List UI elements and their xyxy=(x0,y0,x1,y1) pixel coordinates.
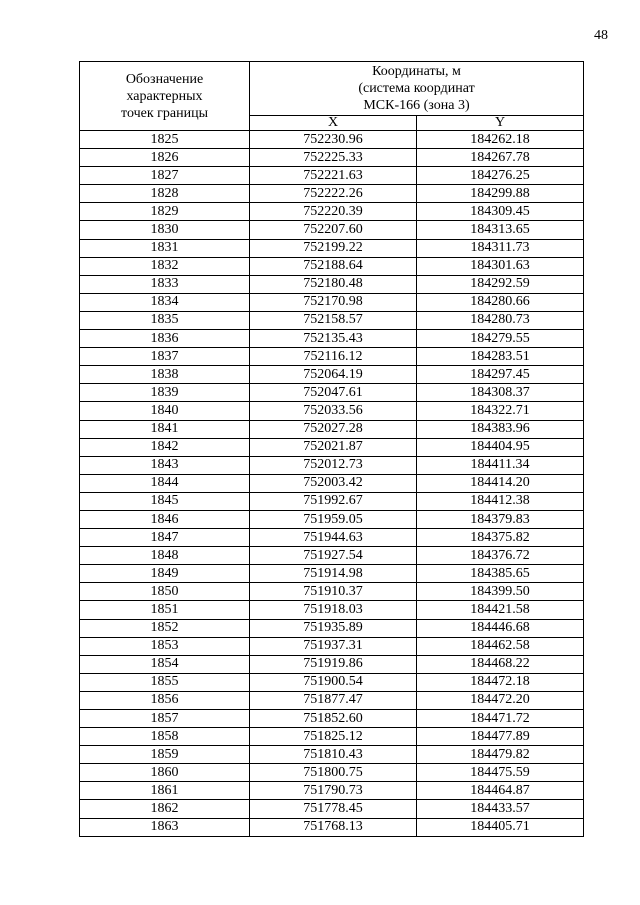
point-cell: 1855 xyxy=(80,673,250,691)
y-coordinate-cell: 184309.45 xyxy=(417,203,584,221)
y-coordinate-cell: 184433.57 xyxy=(417,800,584,818)
x-coordinate-cell: 752003.42 xyxy=(250,474,417,492)
y-coordinate-cell: 184468.22 xyxy=(417,655,584,673)
point-cell: 1840 xyxy=(80,402,250,420)
x-coordinate-cell: 752170.98 xyxy=(250,293,417,311)
y-coordinate-cell: 184475.59 xyxy=(417,764,584,782)
x-coordinate-cell: 752027.28 xyxy=(250,420,417,438)
x-coordinate-cell: 752220.39 xyxy=(250,203,417,221)
table-row xyxy=(80,746,584,764)
point-cell: 1849 xyxy=(80,565,250,583)
x-coordinate-cell: 751790.73 xyxy=(250,782,417,800)
table-row xyxy=(80,330,584,348)
table-row xyxy=(80,474,584,492)
y-coordinate-cell: 184376.72 xyxy=(417,547,584,565)
y-coordinate-cell: 184412.38 xyxy=(417,492,584,510)
x-coordinate-cell: 751914.98 xyxy=(250,565,417,583)
y-coordinate-cell: 184262.18 xyxy=(417,131,584,149)
x-coordinate-cell: 751927.54 xyxy=(250,547,417,565)
table-row xyxy=(80,583,584,601)
y-coordinate-cell: 184308.37 xyxy=(417,384,584,402)
point-cell: 1834 xyxy=(80,293,250,311)
coordinates-table xyxy=(79,61,584,837)
table-row xyxy=(80,782,584,800)
x-coordinate-cell: 752221.63 xyxy=(250,167,417,185)
y-coordinate-cell: 184297.45 xyxy=(417,366,584,384)
point-cell: 1846 xyxy=(80,510,250,528)
y-coordinate-cell: 184379.83 xyxy=(417,510,584,528)
point-cell: 1858 xyxy=(80,728,250,746)
y-coordinate-cell: 184462.58 xyxy=(417,637,584,655)
x-coordinate-cell: 751768.13 xyxy=(250,818,417,836)
y-coordinate-cell: 184292.59 xyxy=(417,275,584,293)
point-cell: 1861 xyxy=(80,782,250,800)
x-coordinate-cell: 751825.12 xyxy=(250,728,417,746)
point-cell: 1841 xyxy=(80,420,250,438)
point-cell: 1828 xyxy=(80,185,250,203)
x-coordinate-cell: 752225.33 xyxy=(250,149,417,167)
table-row xyxy=(80,402,584,420)
point-header-line: Обозначение xyxy=(125,71,204,87)
y-coordinate-cell: 184267.78 xyxy=(417,149,584,167)
table-row xyxy=(80,728,584,746)
table-row xyxy=(80,438,584,456)
x-coordinate-cell: 751910.37 xyxy=(250,583,417,601)
table-row xyxy=(80,601,584,619)
coord-header-line: МСК-166 (зона 3) xyxy=(363,98,470,113)
table-row xyxy=(80,167,584,185)
x-coordinate-cell: 751937.31 xyxy=(250,637,417,655)
table-row xyxy=(80,131,584,149)
point-cell: 1827 xyxy=(80,167,250,185)
table-row xyxy=(80,456,584,474)
x-coordinate-cell: 752222.26 xyxy=(250,185,417,203)
x-coordinate-cell: 751935.89 xyxy=(250,619,417,637)
point-cell: 1836 xyxy=(80,330,250,348)
y-coordinate-cell: 184421.58 xyxy=(417,601,584,619)
coord-header-line: Координаты, м xyxy=(372,64,461,79)
y-coordinate-cell: 184280.66 xyxy=(417,293,584,311)
coord-header-line: (система координат xyxy=(358,81,475,96)
point-header-line: точек границы xyxy=(121,105,208,121)
x-coordinate-cell: 751800.75 xyxy=(250,764,417,782)
table-row xyxy=(80,655,584,673)
y-coordinate-cell: 184414.20 xyxy=(417,474,584,492)
table-row xyxy=(80,239,584,257)
point-cell: 1862 xyxy=(80,800,250,818)
table-row xyxy=(80,221,584,239)
table-row xyxy=(80,565,584,583)
x-coordinate-cell: 751992.67 xyxy=(250,492,417,510)
table-row xyxy=(80,637,584,655)
table-row xyxy=(80,547,584,565)
y-coordinate-cell: 184446.68 xyxy=(417,619,584,637)
x-coordinate-cell: 752199.22 xyxy=(250,239,417,257)
y-coordinate-cell: 184276.25 xyxy=(417,167,584,185)
point-cell: 1844 xyxy=(80,474,250,492)
y-coordinate-cell: 184479.82 xyxy=(417,746,584,764)
x-coordinate-cell: 751919.86 xyxy=(250,655,417,673)
point-cell: 1843 xyxy=(80,456,250,474)
table-row xyxy=(80,818,584,836)
x-coordinate-cell: 751900.54 xyxy=(250,673,417,691)
x-coordinate-cell: 752180.48 xyxy=(250,275,417,293)
x-coordinate-cell: 752135.43 xyxy=(250,330,417,348)
x-coordinate-cell: 752033.56 xyxy=(250,402,417,420)
x-coordinate-cell: 751810.43 xyxy=(250,746,417,764)
table-row xyxy=(80,185,584,203)
x-coordinate-cell: 752188.64 xyxy=(250,257,417,275)
x-column-header: X xyxy=(250,116,417,131)
y-coordinate-cell: 184385.65 xyxy=(417,565,584,583)
y-coordinate-cell: 184464.87 xyxy=(417,782,584,800)
point-cell: 1832 xyxy=(80,257,250,275)
y-coordinate-cell: 184279.55 xyxy=(417,330,584,348)
point-cell: 1851 xyxy=(80,601,250,619)
point-cell: 1826 xyxy=(80,149,250,167)
point-cell: 1860 xyxy=(80,764,250,782)
x-coordinate-cell: 751944.63 xyxy=(250,529,417,547)
x-coordinate-cell: 751778.45 xyxy=(250,800,417,818)
table-row xyxy=(80,275,584,293)
table-row xyxy=(80,619,584,637)
x-coordinate-cell: 751852.60 xyxy=(250,710,417,728)
point-cell: 1847 xyxy=(80,529,250,547)
point-cell: 1854 xyxy=(80,655,250,673)
point-cell: 1857 xyxy=(80,710,250,728)
table-header xyxy=(80,62,584,131)
point-cell: 1852 xyxy=(80,619,250,637)
x-coordinate-cell: 752047.61 xyxy=(250,384,417,402)
y-coordinate-cell: 184477.89 xyxy=(417,728,584,746)
page-number: 48 xyxy=(594,28,608,43)
point-cell: 1835 xyxy=(80,311,250,329)
y-coordinate-cell: 184383.96 xyxy=(417,420,584,438)
y-coordinate-cell: 184399.50 xyxy=(417,583,584,601)
y-coordinate-cell: 184299.88 xyxy=(417,185,584,203)
table-row xyxy=(80,510,584,528)
table-row xyxy=(80,710,584,728)
x-coordinate-cell: 752207.60 xyxy=(250,221,417,239)
y-coordinate-cell: 184471.72 xyxy=(417,710,584,728)
table-row xyxy=(80,691,584,709)
y-coordinate-cell: 184404.95 xyxy=(417,438,584,456)
table-row xyxy=(80,311,584,329)
y-coordinate-cell: 184411.34 xyxy=(417,456,584,474)
table-row xyxy=(80,800,584,818)
y-coordinate-cell: 184313.65 xyxy=(417,221,584,239)
table-row xyxy=(80,764,584,782)
table-row xyxy=(80,673,584,691)
table-row xyxy=(80,149,584,167)
table-row xyxy=(80,293,584,311)
point-cell: 1833 xyxy=(80,275,250,293)
y-coordinate-cell: 184280.73 xyxy=(417,311,584,329)
point-cell: 1863 xyxy=(80,818,250,836)
table-row xyxy=(80,384,584,402)
x-coordinate-cell: 751877.47 xyxy=(250,691,417,709)
table-row xyxy=(80,492,584,510)
point-cell: 1853 xyxy=(80,637,250,655)
coordinates-header xyxy=(250,62,584,116)
y-coordinate-cell: 184472.18 xyxy=(417,673,584,691)
point-cell: 1825 xyxy=(80,131,250,149)
point-cell: 1859 xyxy=(80,746,250,764)
x-coordinate-cell: 752230.96 xyxy=(250,131,417,149)
y-coordinate-cell: 184375.82 xyxy=(417,529,584,547)
point-cell: 1831 xyxy=(80,239,250,257)
x-coordinate-cell: 752116.12 xyxy=(250,348,417,366)
point-cell: 1829 xyxy=(80,203,250,221)
table-row xyxy=(80,366,584,384)
table-body xyxy=(80,131,584,837)
y-coordinate-cell: 184322.71 xyxy=(417,402,584,420)
table-row xyxy=(80,257,584,275)
point-cell: 1842 xyxy=(80,438,250,456)
x-coordinate-cell: 751918.03 xyxy=(250,601,417,619)
y-coordinate-cell: 184472.20 xyxy=(417,691,584,709)
table-row xyxy=(80,420,584,438)
y-coordinate-cell: 184283.51 xyxy=(417,348,584,366)
point-cell: 1856 xyxy=(80,691,250,709)
point-cell: 1830 xyxy=(80,221,250,239)
point-cell: 1837 xyxy=(80,348,250,366)
point-designation-header xyxy=(80,62,250,131)
x-coordinate-cell: 752012.73 xyxy=(250,456,417,474)
table-row xyxy=(80,529,584,547)
point-header-line: характерных xyxy=(126,88,203,104)
y-coordinate-cell: 184311.73 xyxy=(417,239,584,257)
y-coordinate-cell: 184301.63 xyxy=(417,257,584,275)
x-coordinate-cell: 751959.05 xyxy=(250,510,417,528)
point-cell: 1838 xyxy=(80,366,250,384)
table-row xyxy=(80,348,584,366)
x-coordinate-cell: 752064.19 xyxy=(250,366,417,384)
point-cell: 1839 xyxy=(80,384,250,402)
x-coordinate-cell: 752021.87 xyxy=(250,438,417,456)
point-cell: 1850 xyxy=(80,583,250,601)
table-row xyxy=(80,203,584,221)
y-column-header: Y xyxy=(417,116,584,131)
point-cell: 1845 xyxy=(80,492,250,510)
x-coordinate-cell: 752158.57 xyxy=(250,311,417,329)
y-coordinate-cell: 184405.71 xyxy=(417,818,584,836)
point-cell: 1848 xyxy=(80,547,250,565)
